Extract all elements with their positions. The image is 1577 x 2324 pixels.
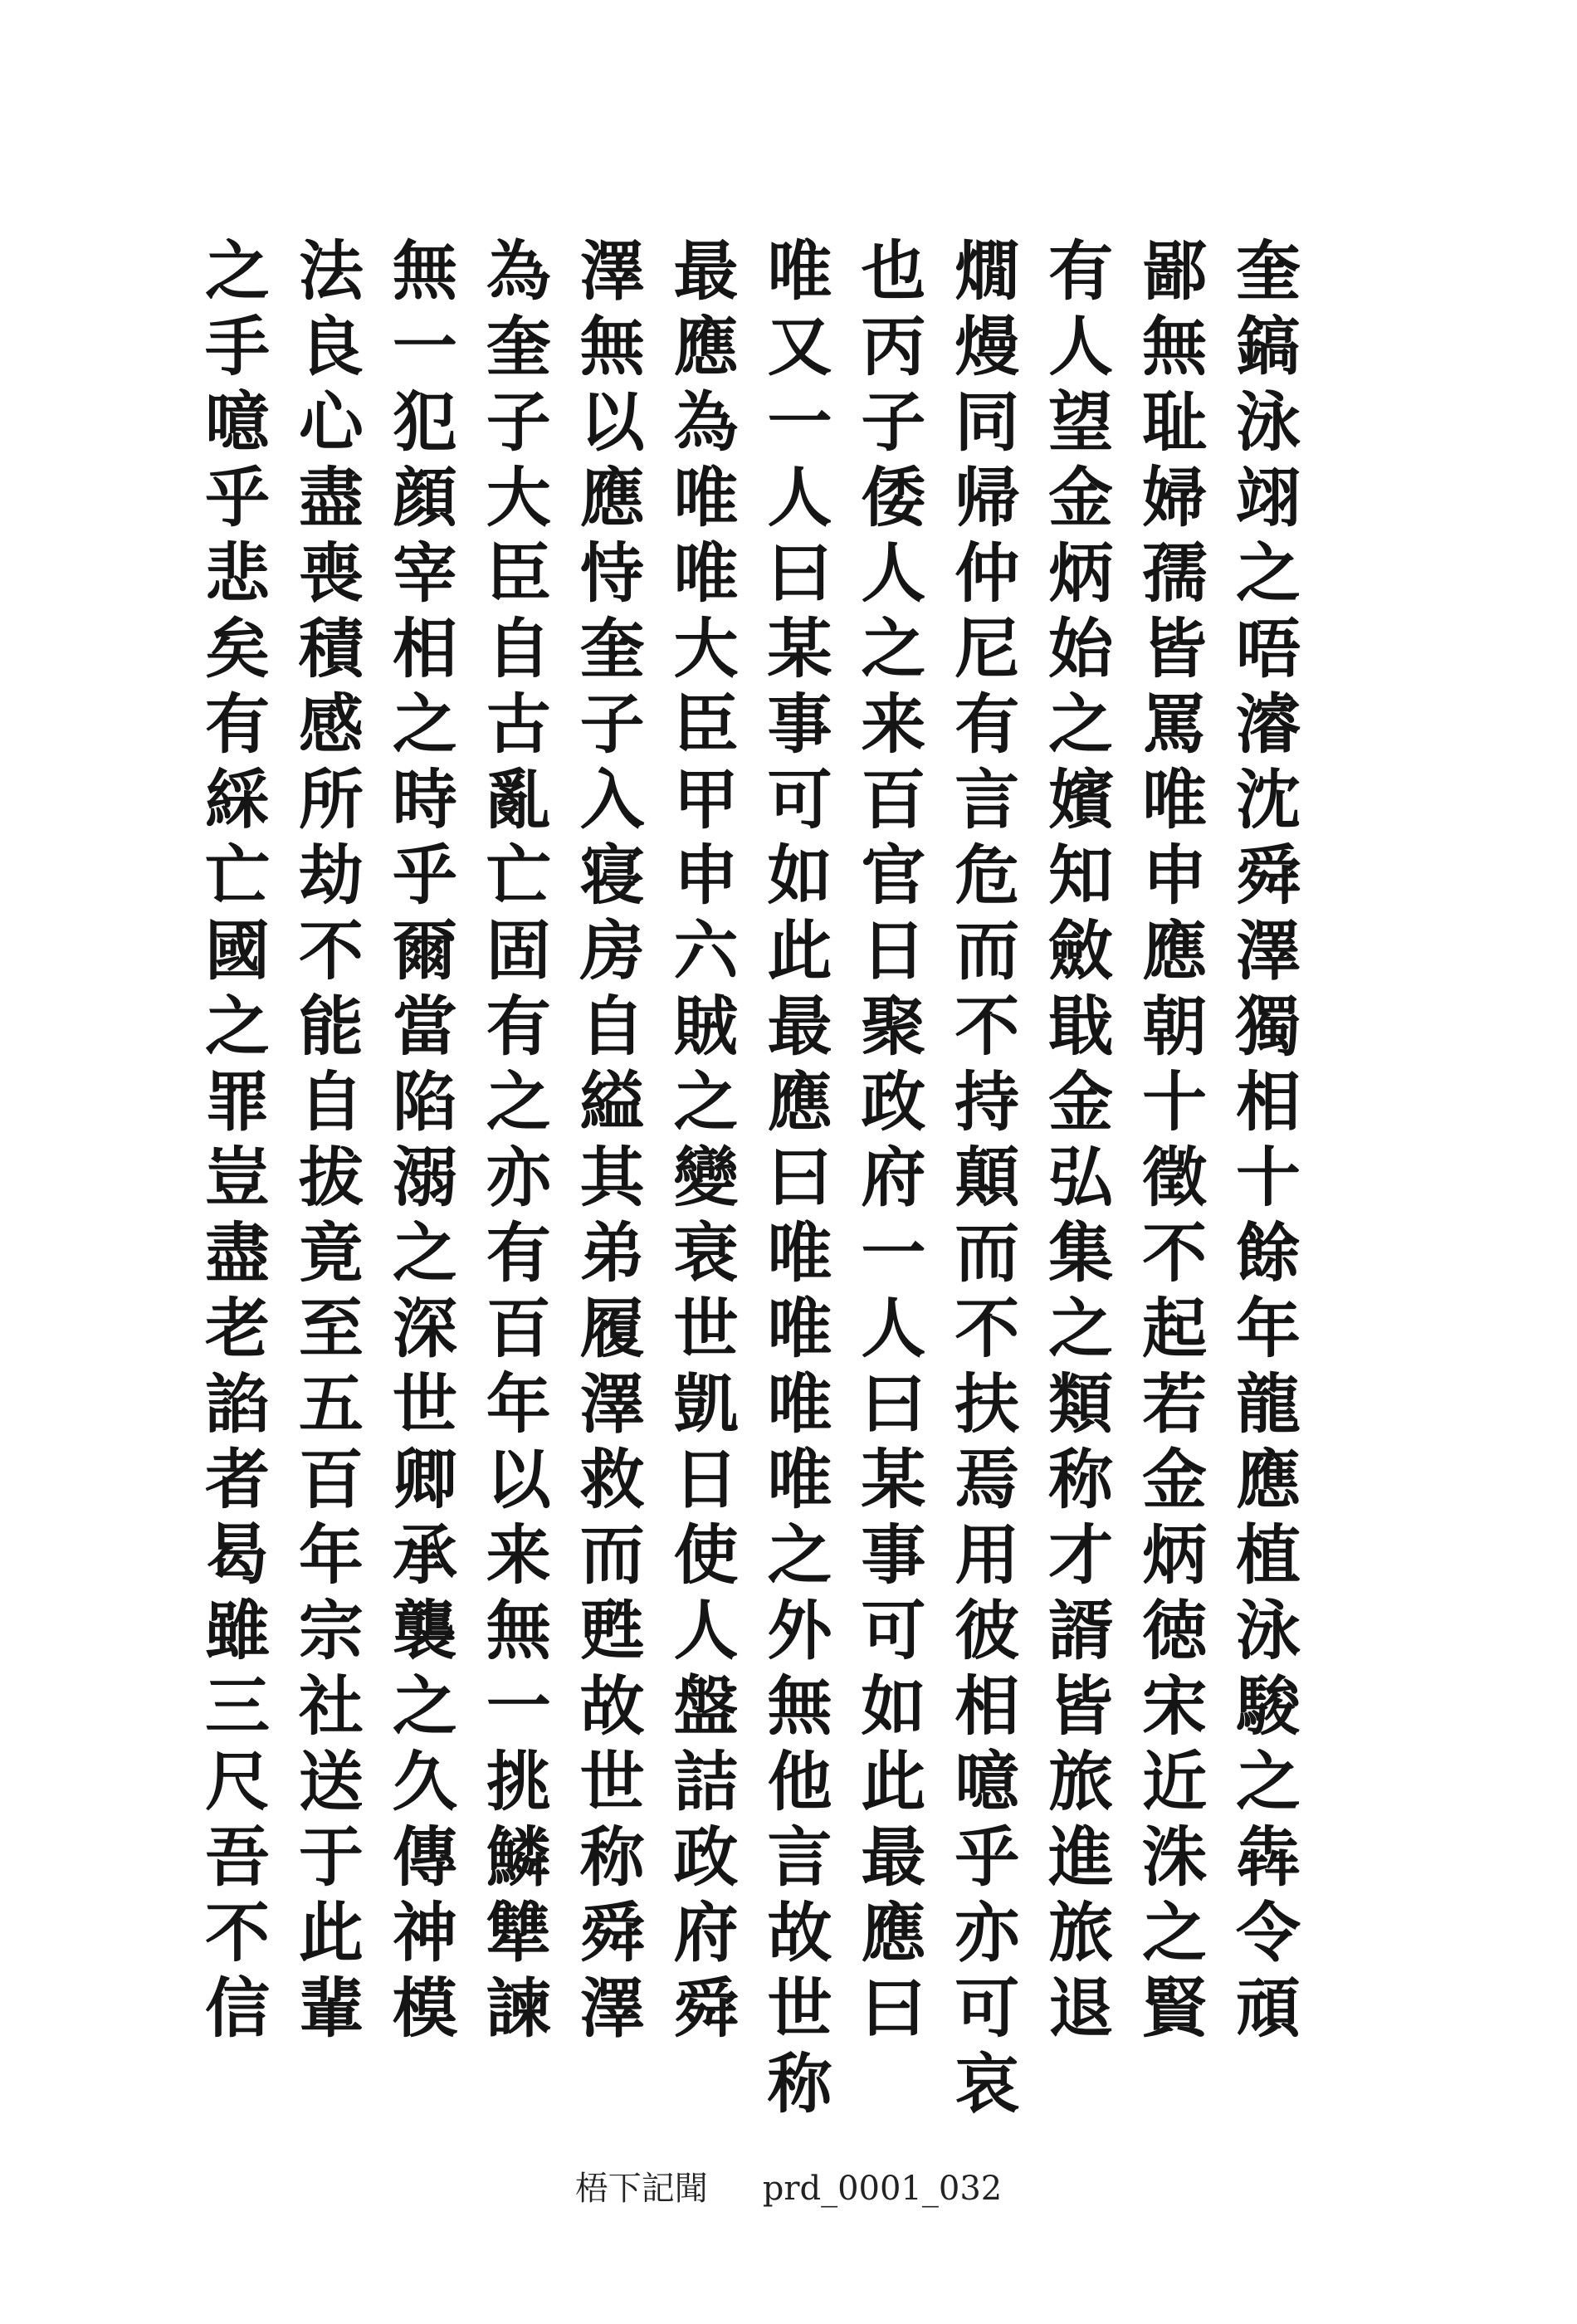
text-column-9: 為奎子大臣自古亂亡固有之亦有百年以来無一挑鱗犨諫	[475, 237, 551, 2049]
text-column-8: 澤無以應恃奎子入寝房自縊其弟履澤救而甦故世称舜澤	[569, 237, 645, 2049]
text-column-2: 鄙無耻婦孺皆罵唯申應朝十徵不起若金炳徳宋近洙之賢	[1131, 237, 1208, 2049]
text-column-6: 唯又一人曰某事可如此最應曰唯唯唯唯之外無他言故世称	[756, 237, 832, 2125]
text-column-10: 無一犯顔宰相之時乎爾當陷溺之深世卿承襲之久傳神模	[381, 237, 457, 2049]
text-column-3: 有人望金炳始之嬪知斂戢金弘集之類称才諝皆旅進旅退	[1038, 237, 1114, 2049]
manuscript-text-block	[194, 237, 1301, 2125]
page-identifier: prd_0001_032	[762, 2170, 1003, 2208]
text-column-4: 燗熳同帰仲尼有言危而不持顛而不扶焉用彼相噫乎亦可哀	[944, 237, 1020, 2125]
text-column-12: 之手噫乎悲矣有綵亡國之罪豈盡老諂者曷雖三尺吾不信	[194, 237, 270, 2049]
text-column-7: 最應為唯唯大臣甲申六賊之變衰世凱日使人盤詰政府舜	[662, 237, 739, 2049]
book-title: 梧下記聞	[574, 2170, 708, 2208]
text-column-11: 法良心盡喪積感所劫不能自拔竟至五百年宗社送于此輩	[287, 237, 364, 2049]
text-column-5: 也丙子倭人之来百官日聚政府一人曰某事可如此最應曰	[850, 237, 926, 2049]
text-column-1: 奎鎬泳翊之唔濬沈舜澤獨相十餘年龍應植泳駿之犇令頑	[1224, 237, 1301, 2049]
page-footer	[0, 2162, 1577, 2209]
